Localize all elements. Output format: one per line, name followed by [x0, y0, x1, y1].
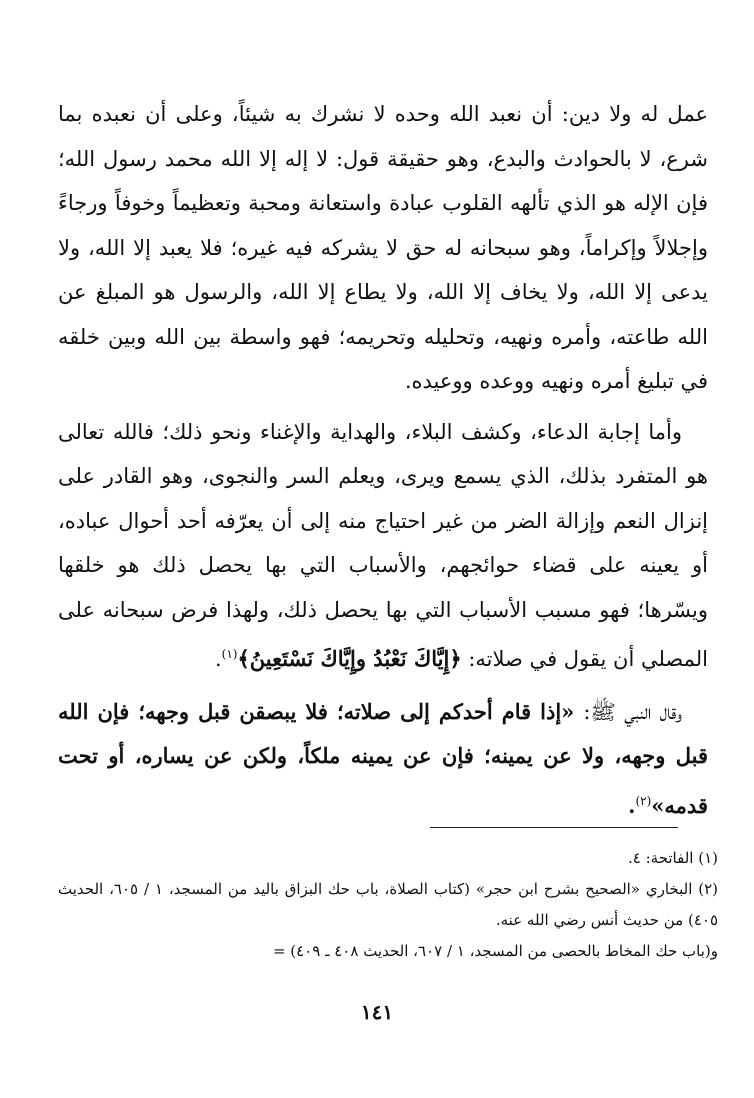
paragraph-1: عمل له ولا دين: أن نعبد الله وحده لا نشرك به شيئاً، وعلى أن نعبده بما شرع، لا بالحوادث والبدع، وهو حقيقة قول: لا إله إلا الله محمد رسول الله؛ فإن الإله هو الذي تألهه القلوب عبادة واستعانة ومحبة وتعظيماً وخوفاً ورجاءً وإجلالاً وإكراماً، وهو سبحانه له حق لا يشركه فيه غيره؛ فلا يعبد إلا الله، ولا يدعى إلا الله، ولا يخاف إلا الله، ولا يطاع إلا الله، والرسول هو المبلغ عن الله طاعته، وأمره ونهيه، وتحليله وتحريمه؛ فهو واسطة بين الله وبين خلقه في تبليغ أمره ونهيه ووعده ووعيده. — [58, 102, 708, 393]
paragraph-2-end: . — [214, 647, 222, 671]
footnote-divider — [430, 827, 678, 828]
footnotes — [58, 843, 718, 967]
footnote-3: و(باب حك المخاط بالحصى من المسجد، ١ / ٦٠٧، الحديث ٤٠٨ ـ ٤٠٩) = — [272, 942, 718, 960]
main-text — [58, 92, 708, 828]
page-number: ١٤١ — [360, 1000, 394, 1024]
hadith-quote: «إذا قام أحدكم إلى صلاته؛ فلا يبصقن قبل وجهه؛ فإن الله قبل وجهه، ولا عن يمينه؛ فإن عن يمينه ملكاً، ولكن عن يساره، أو تحت قدمه» — [58, 698, 708, 818]
footnote-2: (٢) البخاري «الصحيح بشرح ابن حجر» (كتاب الصلاة، باب حك البزاق باليد من المسجد، ١ / ٦٠٥، الحديث ٤٠٥) من حديث أنس رضي الله عنه. — [58, 880, 718, 929]
paragraph-3-end: . — [628, 792, 636, 818]
footnote-ref-2: (٢) — [635, 793, 652, 808]
footnote-ref-1: (١) — [221, 647, 238, 661]
paragraph-3-lead: وقال النبي ﷺ: — [583, 699, 682, 724]
paragraph-2-text: وأما إجابة الدعاء، وكشف البلاء، والهداية والإغناء ونحو ذلك؛ فالله تعالى هو المتفرد بذلك، الذي يسمع ويرى، ويعلم السر والنجوى، وهو القادر على إنزال النعم وإزالة الضر من غير احتياج منه إلى أن يعرّفه أحد أحوال عباده، أو يعينه على قضاء حوائجهم، والأسباب التي بها يحصل ذلك هو خلقها ويسّرها؛ فهو مسبب الأسباب التي بها يحصل ذلك، ولهذا فرض سبحانه على المصلي أن يقول في صلاته: — [58, 419, 708, 671]
paragraph-3 — [58, 690, 708, 829]
quran-quote: ﴿إِيَّاكَ نَعْبُدُ وإِيَّاكَ نَسْتَعِينُ﴾ — [237, 646, 462, 671]
paragraph-2 — [58, 410, 708, 682]
footnote-1: (١) الفاتحة: ٤. — [627, 849, 718, 867]
